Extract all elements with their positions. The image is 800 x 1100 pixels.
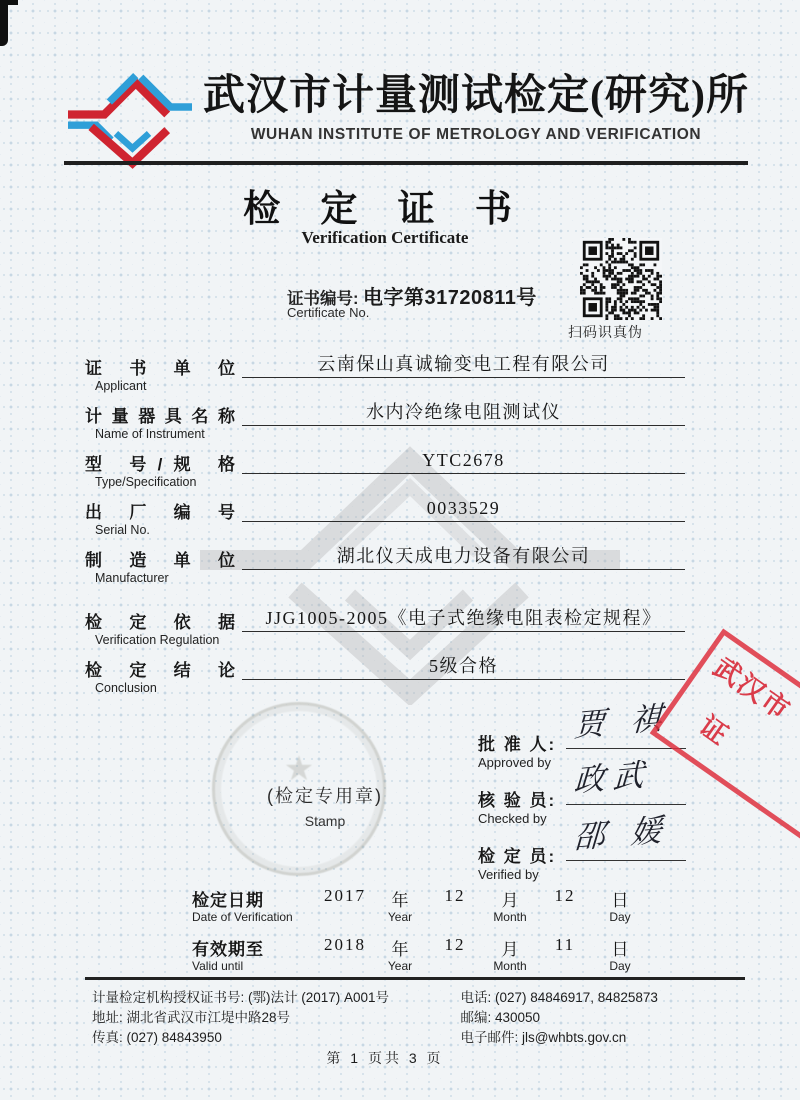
field-value: YTC2678 — [242, 448, 685, 474]
field-verification-regulation — [85, 606, 685, 654]
red-stamp-text: 证 — [693, 710, 734, 751]
day-unit-en: Day — [609, 910, 631, 924]
dates-section — [192, 886, 645, 984]
field-label-en: Verification Regulation — [95, 633, 220, 647]
date-of-verification-row — [192, 886, 645, 926]
certificate-fields — [85, 352, 685, 702]
year-unit-en: Year — [387, 959, 413, 973]
field-label-cn: 检 定 依 据 — [85, 613, 235, 632]
date-day-value: 12 — [554, 886, 576, 905]
certificate-number-label-cn: 证书编号: — [287, 290, 359, 308]
date-label-cn: 检定日期 — [192, 891, 264, 910]
footer-divider — [85, 977, 745, 980]
field-label-cn: 证 书 单 位 — [85, 359, 235, 378]
footer-postcode: 邮编: 430050 — [460, 1010, 541, 1025]
header-divider — [64, 161, 748, 165]
date-month-value: 12 — [444, 935, 466, 954]
qr-caption: 扫码识真伪 — [568, 324, 643, 340]
valid-until-row — [192, 935, 645, 975]
month-unit-cn: 月 — [501, 940, 519, 959]
field-value: 5级合格 — [242, 654, 685, 680]
field-applicant — [85, 352, 685, 400]
day-unit-en: Day — [609, 959, 631, 973]
footer-fax: 传真: (027) 84843950 — [92, 1030, 222, 1045]
date-day-value: 11 — [554, 935, 576, 954]
footer-authorization-no: 计量检定机构授权证书号: (鄂)法计 (2017) A001号 — [92, 990, 390, 1005]
field-value: 0033529 — [242, 496, 685, 522]
field-label-cn: 检 定 结 论 — [85, 661, 235, 680]
field-label-en: Name of Instrument — [95, 427, 205, 441]
signature-label-en: Checked by — [478, 811, 547, 826]
field-label-cn: 计 量 器 具 名 称 — [85, 407, 235, 426]
signature-label-en: Verified by — [478, 867, 539, 882]
field-serial-no — [85, 496, 685, 544]
footer-email: 电子邮件: jls@whbts.gov.cn — [460, 1030, 627, 1045]
field-label-cn: 出 厂 编 号 — [85, 503, 235, 522]
signature-label-en: Approved by — [478, 755, 551, 770]
signature-handwriting: 政武 — [573, 756, 653, 800]
day-unit-cn: 日 — [611, 891, 629, 910]
field-instrument-name — [85, 400, 685, 448]
footer-phone: 电话: (027) 84846917, 84825873 — [460, 990, 658, 1005]
footer-contact-block — [92, 988, 750, 1048]
signature-line — [566, 832, 686, 861]
date-month-value: 12 — [444, 886, 466, 905]
signature-line — [566, 776, 686, 805]
page-number: 第 1 页共 3 页 — [326, 1050, 444, 1066]
field-label-en: Applicant — [95, 379, 147, 393]
year-unit-cn: 年 — [391, 891, 409, 910]
date-year-value: 2018 — [324, 935, 366, 954]
scan-edge-artifact — [0, 0, 8, 46]
day-unit-cn: 日 — [611, 940, 629, 959]
certificate-title-cn: 检 定 证 书 — [243, 188, 527, 229]
year-unit-en: Year — [387, 910, 413, 924]
signature-handwriting: 贾 祺 — [573, 699, 671, 745]
signature-handwriting: 邵 媛 — [573, 811, 671, 857]
stamp-caption-en: Stamp — [304, 813, 346, 829]
field-manufacturer — [85, 544, 685, 592]
month-unit-cn: 月 — [501, 891, 519, 910]
stamp-caption-cn: (检定专用章) — [267, 786, 383, 806]
month-unit-en: Month — [493, 910, 527, 924]
field-label-en: Conclusion — [95, 681, 157, 695]
signature-label-cn: 检 定 员: — [478, 847, 557, 866]
red-stamp-text: 武汉市 — [707, 651, 797, 727]
month-unit-en: Month — [493, 959, 527, 973]
qr-code — [580, 238, 662, 320]
year-unit-cn: 年 — [391, 940, 409, 959]
field-label-en: Serial No. — [95, 523, 150, 537]
signature-label-cn: 批 准 人: — [478, 735, 557, 754]
field-value: 水内冷绝缘电阻测试仪 — [242, 400, 685, 426]
footer-address: 地址: 湖北省武汉市江堤中路28号 — [92, 1010, 291, 1025]
field-value: 云南保山真诚输变电工程有限公司 — [242, 352, 685, 378]
field-conclusion — [85, 654, 685, 702]
date-label-cn: 有效期至 — [192, 940, 264, 959]
field-type-spec — [85, 448, 685, 496]
stamp-caption — [225, 782, 425, 829]
field-label-cn: 型 号/规 格 — [85, 455, 235, 474]
date-year-value: 2017 — [324, 886, 366, 905]
field-label-en: Type/Specification — [95, 475, 197, 489]
date-label-en: Date of Verification — [192, 910, 293, 924]
field-value: JJG1005-2005《电子式绝缘电阻表检定规程》 — [242, 606, 685, 632]
institute-name-cn: 武汉市计量测试检定(研究)所 — [203, 73, 749, 119]
institute-header — [198, 62, 754, 144]
certificate-number-label-en: Certificate No. — [287, 305, 370, 320]
field-value: 湖北仪天成电力设备有限公司 — [242, 544, 685, 570]
date-label-en: Valid until — [192, 959, 244, 973]
signature-label-cn: 核 验 员: — [478, 791, 557, 810]
certificate-number-value: 电字第31720811号 — [362, 287, 537, 309]
field-label-cn: 制 造 单 位 — [85, 551, 235, 570]
scan-edge-artifact — [0, 0, 18, 5]
field-label-en: Manufacturer — [95, 571, 169, 585]
institute-name-en: WUHAN INSTITUTE OF METROLOGY AND VERIFICATION — [250, 126, 702, 143]
certificate-title-en: Verification Certificate — [301, 228, 469, 247]
